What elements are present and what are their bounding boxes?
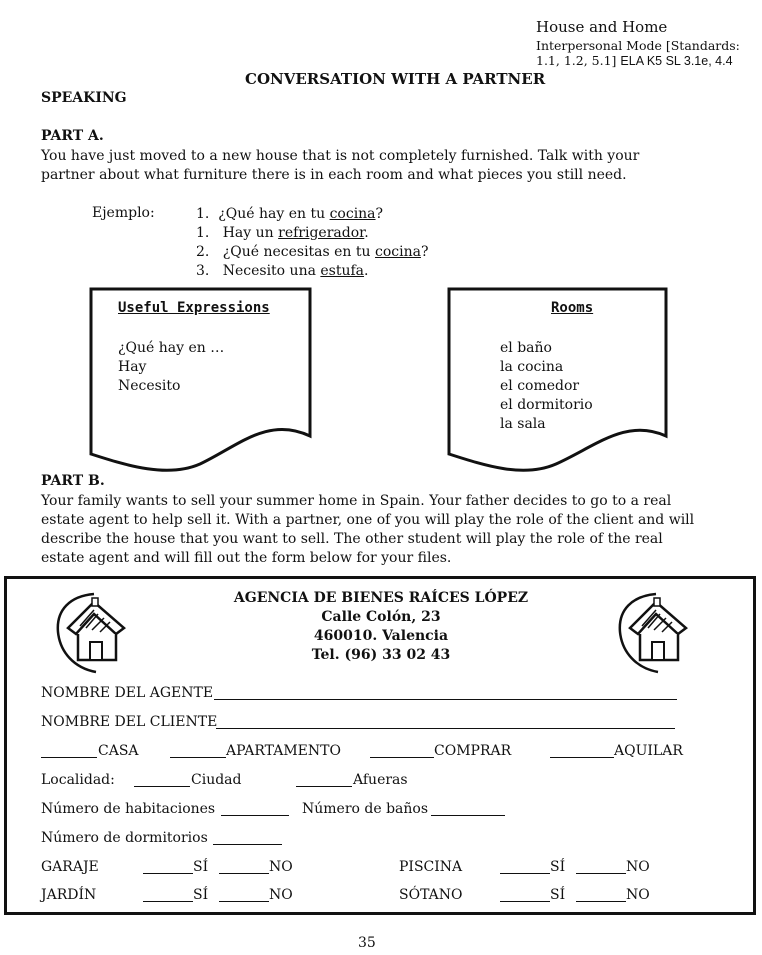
agency-name: AGENCIA DE BIENES RAÍCES LÓPEZ (233, 590, 529, 606)
jardin-no-label: NO (269, 887, 293, 903)
casa-blank[interactable] (41, 757, 97, 758)
jardin-si-label: SÍ (193, 887, 209, 903)
client-name-field[interactable] (216, 728, 675, 729)
habitaciones-field[interactable] (221, 815, 289, 816)
apartamento-label: APARTAMENTO (226, 743, 341, 759)
jardin-si-blank[interactable] (143, 901, 193, 902)
sotano-label: SÓTANO (399, 887, 463, 903)
part-b-line: estate agent and will fill out the form below for your files. (41, 550, 452, 566)
agency-phone: Tel. (96) 33 02 43 (311, 647, 451, 663)
afueras-blank[interactable] (296, 786, 352, 787)
header-standards-b: ELA K5 SL 3.1e, 4.4 (620, 54, 733, 68)
room-item: el comedor (500, 378, 580, 394)
piscina-no-label: NO (626, 859, 650, 875)
banos-field[interactable] (431, 815, 505, 816)
dormitorios-label: Número de dormitorios (41, 830, 208, 846)
agency-street: Calle Colón, 23 (321, 609, 441, 625)
header-standards (536, 53, 733, 68)
part-b-heading: PART B. (41, 473, 105, 489)
part-a-heading: PART A. (41, 128, 104, 144)
garaje-label: GARAJE (41, 859, 99, 875)
comprar-blank[interactable] (370, 757, 434, 758)
section-speaking: SPEAKING (41, 90, 127, 106)
garaje-si-label: SÍ (193, 859, 209, 875)
useful-expression-item: ¿Qué hay en … (118, 340, 225, 356)
agent-name-label: NOMBRE DEL AGENTE (41, 685, 214, 701)
rooms-list (500, 339, 593, 434)
garaje-no-label: NO (269, 859, 293, 875)
part-a-line-1: You have just moved to a new house that is not completely furnished. Talk with your (41, 148, 640, 164)
header-topic: House and Home (536, 18, 668, 36)
page-number: 35 (358, 935, 376, 951)
example-item: 2. ¿Qué necesitas en tu cocina? (196, 244, 429, 260)
jardin-label: JARDÍN (41, 887, 97, 903)
example-item: 1. ¿Qué hay en tu cocina? (196, 206, 384, 222)
aquilar-blank[interactable] (550, 757, 614, 758)
page-title: CONVERSATION WITH A PARTNER (245, 70, 546, 88)
aquilar-label: AQUILAR (614, 743, 683, 759)
part-b-text (41, 492, 731, 568)
sotano-si-blank[interactable] (500, 901, 550, 902)
dormitorios-field[interactable] (213, 844, 282, 845)
jardin-no-blank[interactable] (219, 901, 269, 902)
room-item: el dormitorio (500, 397, 593, 413)
part-a-text (41, 147, 731, 185)
useful-expression-item: Hay (118, 359, 147, 375)
localidad-label: Localidad: (41, 772, 115, 788)
header-standards-a: 1.1, 1.2, 5.1] (536, 53, 617, 68)
example-item: 3. Necesito una estufa. (196, 263, 369, 279)
rooms-title: Rooms (551, 300, 594, 316)
room-item: el baño (500, 340, 552, 356)
agency-city: 460010. Valencia (313, 628, 449, 644)
piscina-si-label: SÍ (550, 859, 566, 875)
piscina-si-blank[interactable] (500, 873, 550, 874)
banos-label: Número de baños (302, 801, 429, 817)
piscina-no-blank[interactable] (576, 873, 626, 874)
room-item: la sala (500, 416, 546, 432)
part-b-line: describe the house that you want to sell. The other student will play the role of the real (41, 531, 663, 547)
part-b-line: Your family wants to sell your summer home in Spain. Your father decides to go to a real (41, 493, 672, 509)
garaje-no-blank[interactable] (219, 873, 269, 874)
comprar-label: COMPRAR (434, 743, 512, 759)
example-list (196, 205, 428, 281)
client-name-label: NOMBRE DEL CLIENTE (41, 714, 218, 730)
sotano-si-label: SÍ (550, 887, 566, 903)
agency-header (0, 589, 762, 665)
useful-expressions-title: Useful Expressions (118, 300, 270, 316)
apartamento-blank[interactable] (170, 757, 226, 758)
piscina-label: PISCINA (399, 859, 463, 875)
ciudad-blank[interactable] (134, 786, 190, 787)
example-item: 1. Hay un refrigerador. (196, 225, 369, 241)
useful-expression-item: Necesito (118, 378, 181, 394)
habitaciones-label: Número de habitaciones (41, 801, 216, 817)
afueras-label: Afueras (353, 772, 408, 788)
header-mode: Interpersonal Mode [Standards: (536, 38, 740, 53)
casa-label: CASA (98, 743, 139, 759)
sotano-no-label: NO (626, 887, 650, 903)
useful-expressions-list (118, 339, 224, 396)
example-label: Ejemplo: (92, 205, 155, 221)
part-b-line: estate agent to help sell it. With a partner, one of you will play the role of the client and will (41, 512, 695, 528)
ciudad-label: Ciudad (191, 772, 242, 788)
sotano-no-blank[interactable] (576, 901, 626, 902)
garaje-si-blank[interactable] (143, 873, 193, 874)
part-a-line-2: partner about what furniture there is in each room and what pieces you still need. (41, 167, 627, 183)
agent-name-field[interactable] (214, 699, 677, 700)
room-item: la cocina (500, 359, 564, 375)
